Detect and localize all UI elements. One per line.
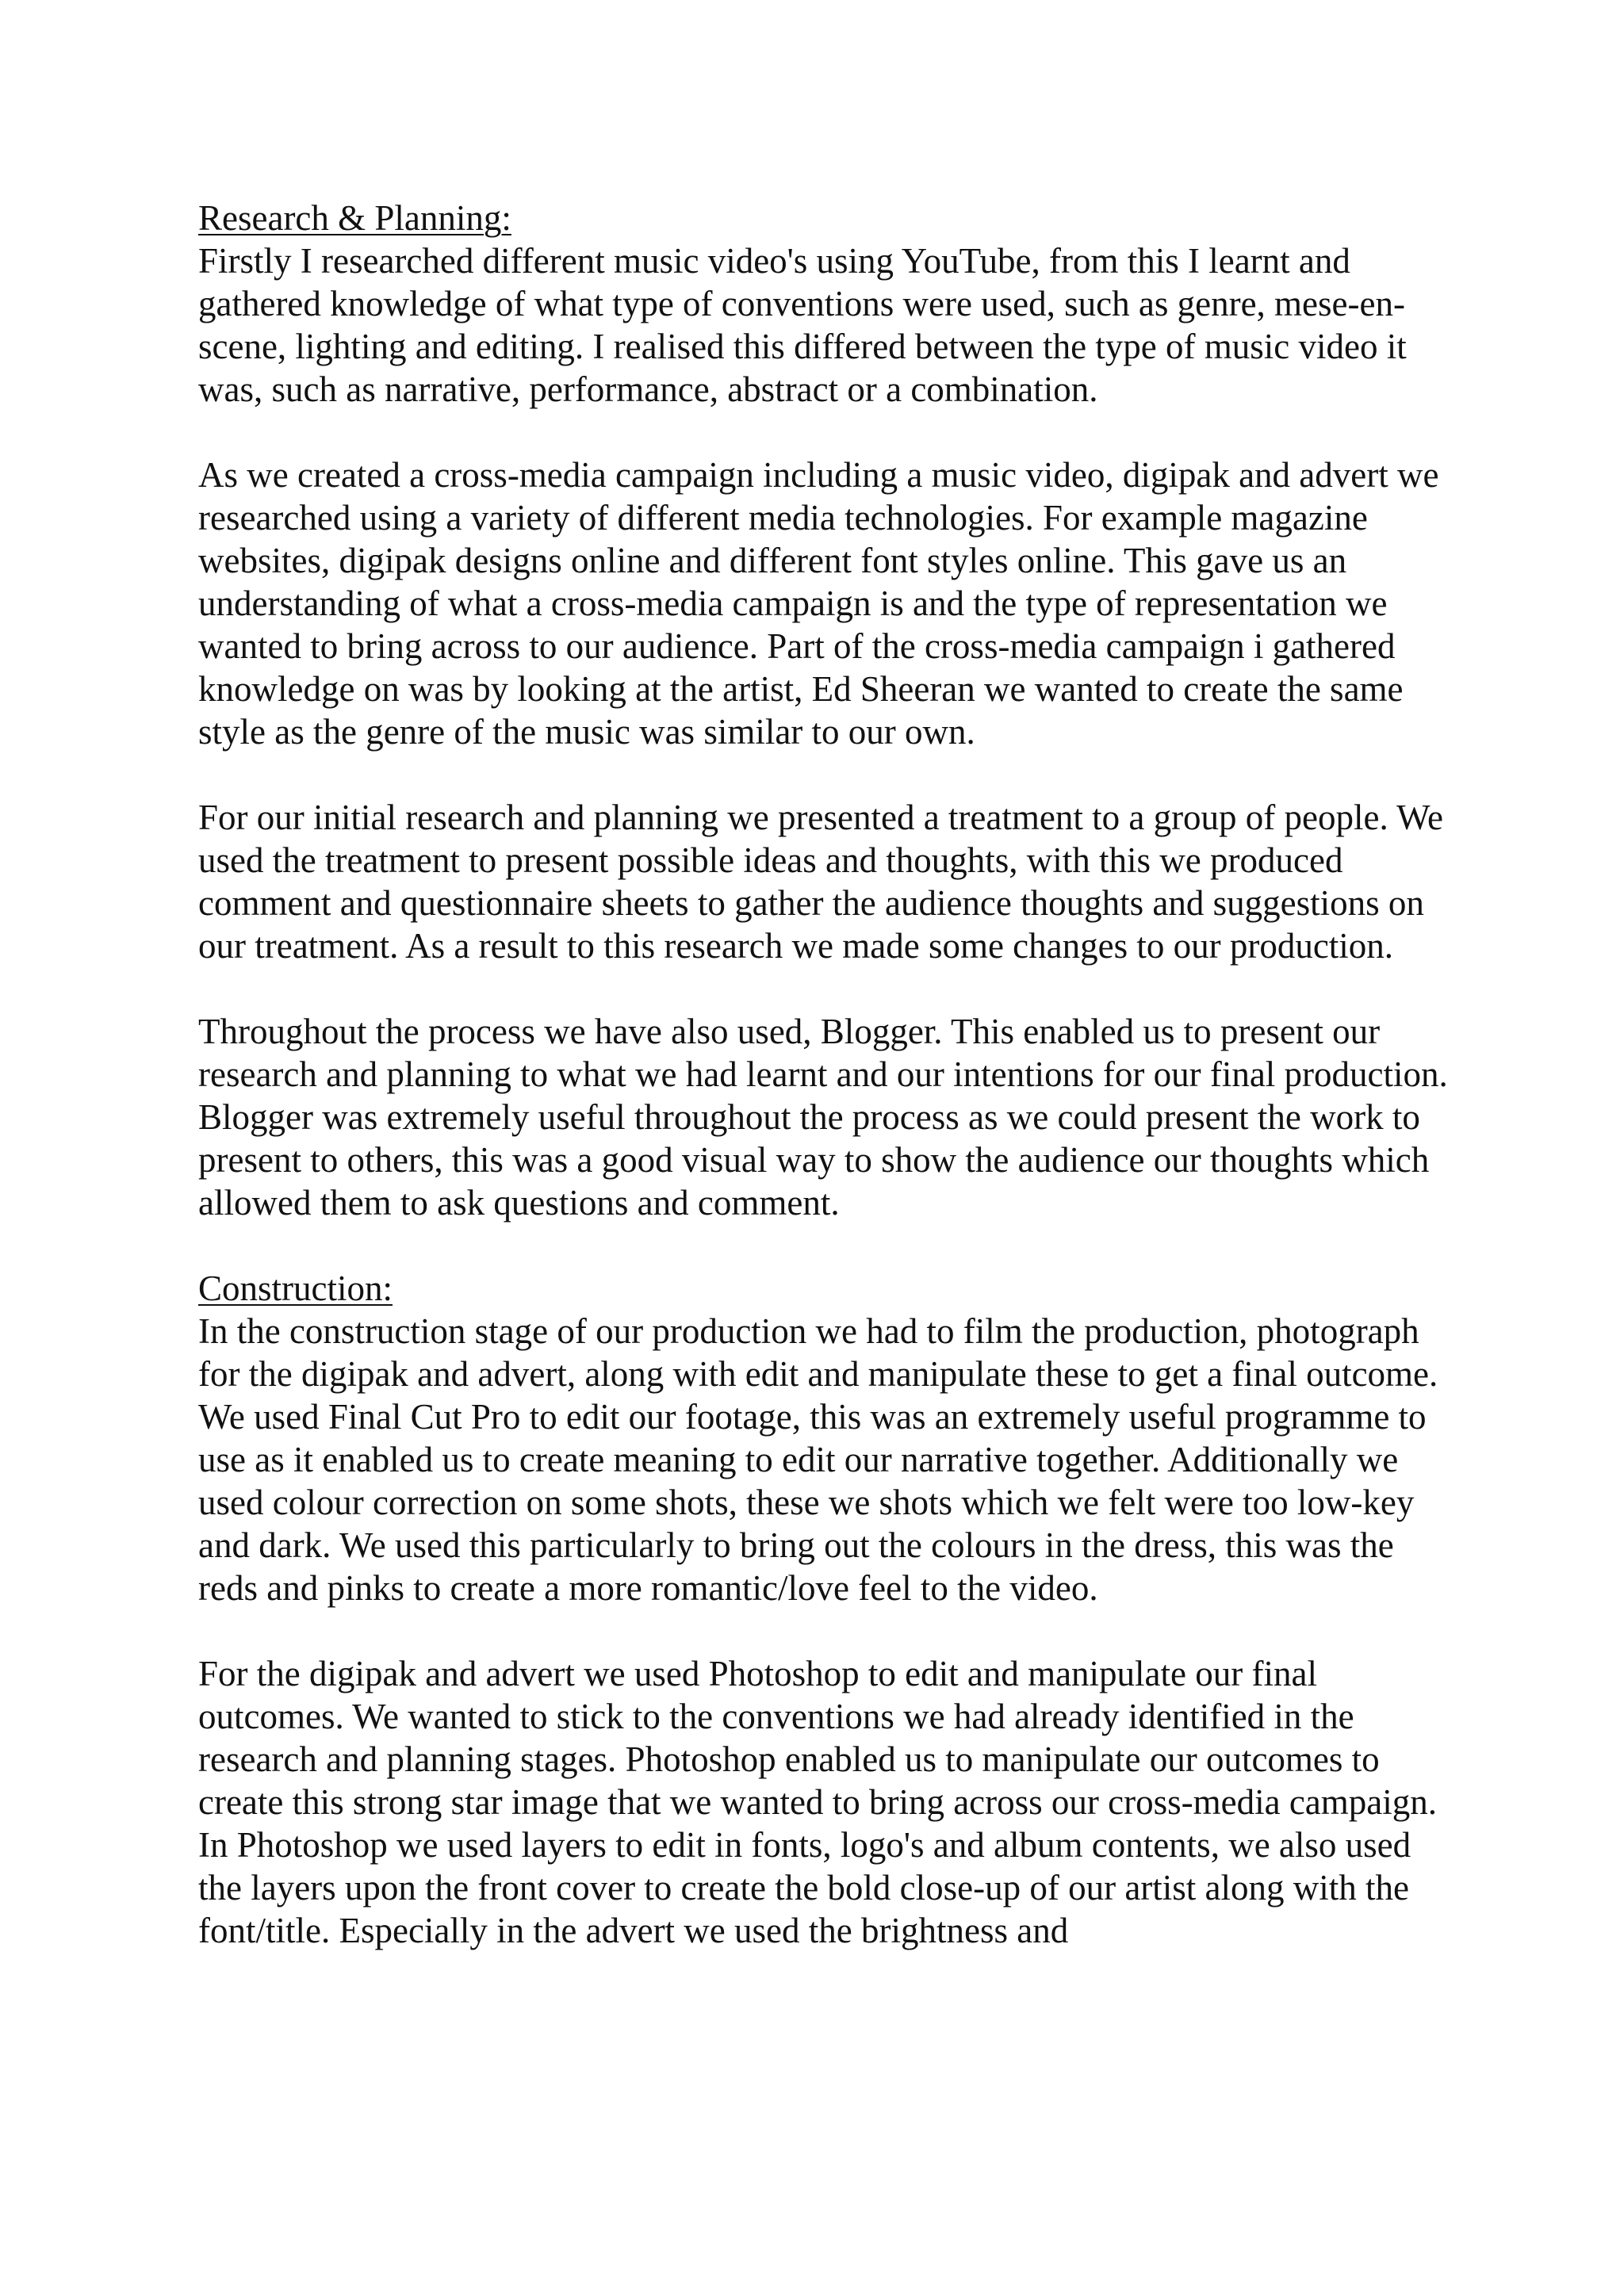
paragraph-construction-1: In the construction stage of our production we had to film the production, photograph for the digipak and advert, along with edit and manipulate these to get a final outcome. We used Final Cut Pro to edit our footage, this was an extremely useful programme to use as it enabled us to create meaning to edit our narrative together. Additionally we used colour correction on some shots, these we shots which we felt were too low-key and dark. We used this particularly to bring out the colours in the dress, this was the reds and pinks to create a more romantic/love feel to the video. [198,1311,1438,1608]
document-page [198,197,1459,1952]
paragraph-research-4: Throughout the process we have also used, Blogger. This enabled us to present our research and planning to what we had learnt and our intentions for our final production. Blogger was extremely useful throughout the process as we could present the work to present to others, this was a good visual way to show the audience our thoughts which allowed them to ask questions and comment. [198,1012,1448,1223]
paragraph-construction-2: For the digipak and advert we used Photoshop to edit and manipulate our final outcomes. We wanted to stick to the conventions we had already identified in the research and planning stages. Photoshop enabled us to manipulate our outcomes to create this strong star image that we wanted to bring across our cross-media campaign. In Photoshop we used layers to edit in fonts, logo's and album contents, we also used the layers upon the front cover to create the bold close-up of our artist along with the font/title. Especially in the advert we used the brightness and [198,1654,1437,1950]
paragraph-research-1: Firstly I researched different music video's using YouTube, from this I learnt and gathered knowledge of what type of conventions were used, such as genre, mese-en-scene, lighting and editing. I realised this differed between the type of music video it was, such as narrative, performance, abstract or a combination. [198,241,1407,409]
paragraph-research-3: For our initial research and planning we presented a treatment to a group of people. We used the treatment to present possible ideas and thoughts, with this we produced comment and questionnaire sheets to gather the audience thoughts and suggestions on our treatment. As a result to this research we made some changes to our production. [198,798,1444,966]
section-heading-research-planning: Research & Planning: [198,198,511,238]
section-heading-construction: Construction: [198,1269,393,1308]
paragraph-research-2: As we created a cross-media campaign including a music video, digipak and advert we researched using a variety of different media technologies. For example magazine websites, digipak designs online and different font styles online. This gave us an understanding of what a cross-media campaign is and the type of representation we wanted to bring across to our audience. Part of the cross-media campaign i gathered knowledge on was by looking at the artist, Ed Sheeran we wanted to create the same style as the genre of the music was similar to our own. [198,455,1439,752]
